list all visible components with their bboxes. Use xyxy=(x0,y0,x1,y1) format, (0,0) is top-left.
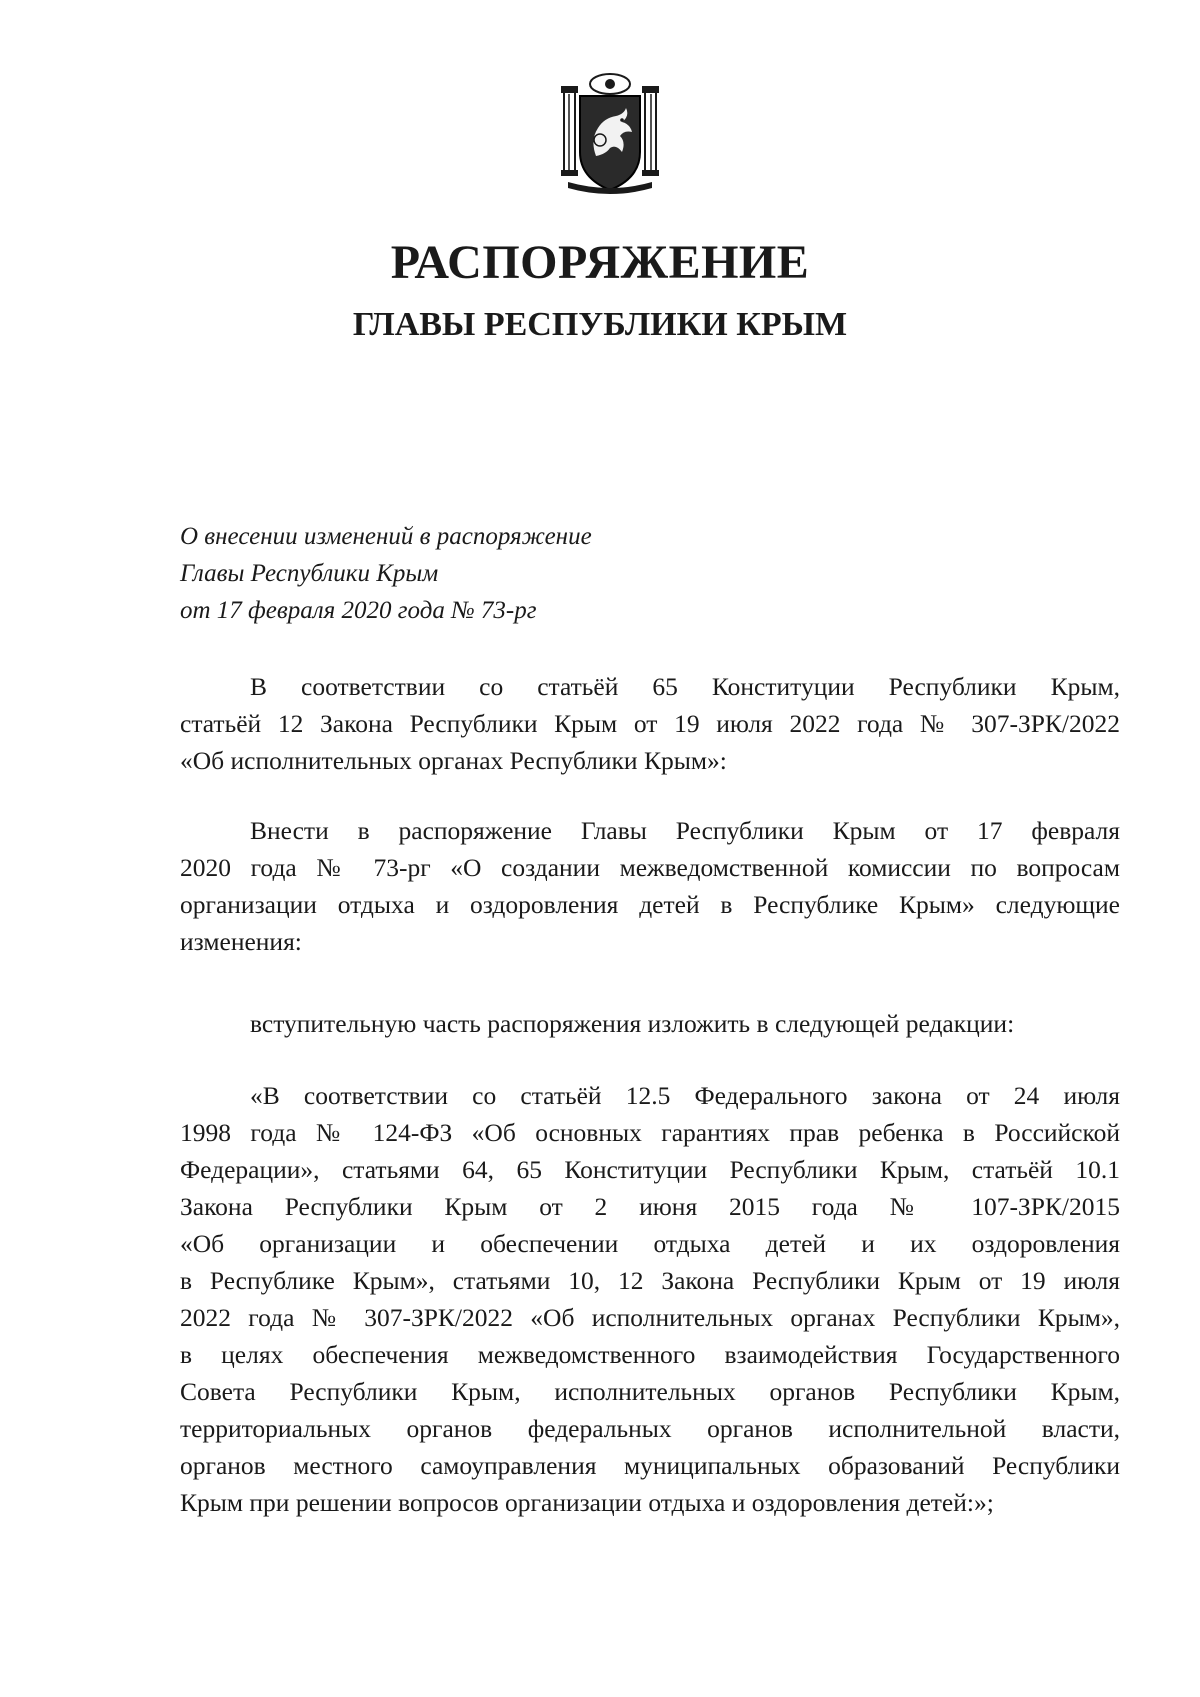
paragraph-line: в целях обеспечения межведомственного взаимодействия Государственного xyxy=(180,1340,1120,1369)
paragraph-line: Крым при решении вопросов организации отдыха и оздоровления детей:»; xyxy=(180,1488,994,1517)
document-subject xyxy=(180,518,592,629)
paragraph-line: 2020 года № 73-рг «О создании межведомственной комиссии по вопросам xyxy=(180,853,1120,882)
subject-line: О внесении изменений в распоряжение xyxy=(180,523,592,550)
document-subtitle: ГЛАВЫ РЕСПУБЛИКИ КРЫМ xyxy=(352,306,848,343)
paragraph-line: в Республике Крым», статьями 10, 12 Закона Республики Крым от 19 июля xyxy=(180,1266,1120,1295)
paragraph-line: «Об организации и обеспечении отдыха детей и их оздоровления xyxy=(180,1229,1120,1258)
paragraph-line: органов местного самоуправления муниципальных образований Республики xyxy=(180,1451,1120,1480)
paragraph-line: Совета Республики Крым, исполнительных органов Республики Крым, xyxy=(180,1377,1120,1406)
paragraph-line: 1998 года № 124-ФЗ «Об основных гарантиях прав ребенка в Российской xyxy=(180,1118,1120,1147)
paragraph-line: «Об исполнительных органах Республики Крым»: xyxy=(180,746,727,775)
paragraph-line: организации отдыха и оздоровления детей в Республике Крым» следующие xyxy=(180,890,1120,919)
subject-line: Главы Республики Крым xyxy=(180,560,439,587)
paragraph-line: статьёй 12 Закона Республики Крым от 19 июля 2022 года № 307-ЗРК/2022 xyxy=(180,709,1120,738)
paragraph-line: Федерации», статьями 64, 65 Конституции Республики Крым, статьёй 10.1 xyxy=(180,1155,1120,1184)
coat-of-arms-crimea-icon xyxy=(560,70,660,200)
document-title: РАСПОРЯЖЕНИЕ xyxy=(390,236,810,289)
paragraph-line: В соответствии со статьёй 65 Конституции Республики Крым, xyxy=(250,672,1120,701)
paragraph-line: Закона Республики Крым от 2 июня 2015 года № 107-ЗРК/2015 xyxy=(180,1192,1120,1221)
subject-line: от 17 февраля 2020 года № 73-рг xyxy=(180,597,537,624)
paragraph-line: территориальных органов федеральных органов исполнительной власти, xyxy=(180,1414,1120,1443)
paragraph-line: «В соответствии со статьёй 12.5 Федерального закона от 24 июля xyxy=(250,1081,1120,1110)
paragraph-line: 2022 года № 307-ЗРК/2022 «Об исполнительных органах Республики Крым», xyxy=(180,1303,1120,1332)
paragraph-amendment xyxy=(180,812,1120,960)
paragraph-new-wording xyxy=(180,1077,1120,1521)
paragraph-line: вступительную часть распоряжения изложить в следующей редакции: xyxy=(250,1009,1015,1038)
paragraph-line: изменения: xyxy=(180,927,302,956)
paragraph-legal-basis xyxy=(180,668,1120,779)
paragraph-instruction xyxy=(180,1005,1120,1042)
paragraph-line: Внести в распоряжение Главы Республики Крым от 17 февраля xyxy=(250,816,1120,845)
